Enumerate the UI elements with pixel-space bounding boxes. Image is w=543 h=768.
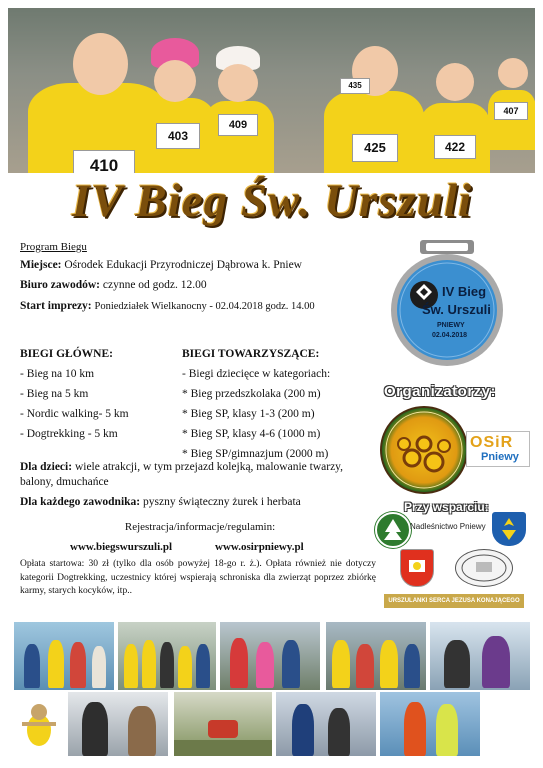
side-runs-intro: - Biegi dziecięce w kategoriach:	[182, 368, 331, 380]
event-photo	[174, 692, 272, 756]
medal-line3: PNIEWY	[437, 322, 465, 329]
osir-logo-text: OSiR	[470, 434, 514, 451]
start-value: Poniedziałek Wielkanocny - 02.04.2018 godz. 14.00	[94, 301, 315, 312]
place-label: Miejsce:	[20, 259, 62, 271]
sunflower-association-logo	[380, 406, 468, 494]
coat-of-arms-icon	[492, 512, 526, 546]
organizers-label: Organizatorzy:	[384, 383, 497, 400]
medal-line2: Św. Urszuli	[422, 302, 491, 317]
event-title	[22, 174, 522, 230]
event-photo	[326, 622, 426, 690]
main-run-item: - Nordic walking- 5 km	[20, 408, 129, 420]
main-runs	[20, 344, 180, 444]
osir-logo-subtext: Pniewy	[481, 451, 519, 463]
event-photo	[276, 692, 376, 756]
bib-number: 425	[352, 134, 398, 162]
stamp-logo	[455, 549, 513, 587]
event-photo	[68, 692, 168, 756]
office-value: czynne od godz. 12.00	[102, 279, 207, 291]
support-label: Przy wsparciu:	[404, 500, 489, 514]
everyone-label: Dla każdego zawodnika:	[20, 496, 141, 508]
side-run-item: * Bieg SP, klasy 4-6 (1000 m)	[182, 428, 321, 440]
place-value: Ośrodek Edukacji Przyrodniczej Dąbrowa k. Pniew	[64, 259, 302, 271]
place-line	[20, 258, 370, 273]
office-label: Biuro zawodów:	[20, 279, 100, 291]
side-runs-heading: BIEGI TOWARZYSZĄCE:	[182, 348, 320, 360]
runner-child	[488, 50, 535, 150]
main-runs-heading: BIEGI GŁÓWNE:	[20, 348, 113, 360]
event-photo	[220, 622, 320, 690]
side-runs	[182, 344, 382, 464]
osir-pniewy-logo	[466, 431, 530, 467]
bib-number: 422	[434, 135, 476, 159]
side-run-item: * Bieg SP, klasy 1-3 (200 m)	[182, 408, 315, 420]
side-run-item: * Bieg SP/gimnazjum (2000 m)	[182, 448, 329, 460]
bib-number: 435	[340, 78, 370, 94]
runner-child	[420, 53, 490, 173]
medal-graphic	[372, 240, 522, 368]
medal-line4: 02.04.2018	[432, 332, 468, 339]
runner-child	[204, 46, 274, 173]
runner-child	[336, 48, 376, 108]
main-run-item: - Bieg na 5 km	[20, 388, 89, 400]
start-line	[20, 299, 375, 314]
mascot-icon	[14, 696, 64, 752]
start-label: Start imprezy:	[20, 300, 92, 312]
fee-note: Opłata startowa: 30 zł (tylko dla osób powyżej 18-go r. ż.). Opłata również nie dotyczy kategorii Dogtrekking, uczestnicy której wspierają schroniska dla zwierząt poprzez zbiórkę karmy, starych kocyków, itp..	[20, 559, 376, 596]
event-photo	[118, 622, 216, 690]
medal-line1: IV Bieg	[442, 284, 487, 299]
website-link-biegswurszuli[interactable]: www.biegswurszuli.pl	[70, 541, 173, 553]
kids-value: wiele atrakcji, w tym przejazd kolejką, malowanie twarzy, balony, dmuchańce	[20, 461, 344, 488]
event-photo	[430, 622, 530, 690]
event-title-text: IV Bieg Św. Urszuli	[71, 175, 473, 227]
lasy-panstwowe-icon	[375, 512, 411, 548]
event-photo	[380, 692, 480, 756]
bib-number: 409	[218, 114, 258, 136]
bib-number: 407	[494, 102, 528, 120]
side-run-item: * Bieg przedszkolaka (200 m)	[182, 388, 321, 400]
urszulanki-banner: URSZULANKI SERCA JEZUSA KONAJĄCEGO	[384, 594, 524, 608]
main-run-item: - Dogtrekking - 5 km	[20, 428, 118, 440]
coat-of-arms-icon	[400, 549, 434, 587]
main-run-item: - Bieg na 10 km	[20, 368, 95, 380]
hero-photo	[8, 8, 535, 173]
nadlesnictwo-label: Nadleśnictwo Pniewy	[410, 522, 486, 531]
program-label: Program Biegu	[20, 241, 87, 253]
everyone-value: pyszny świąteczny żurek i herbata	[143, 496, 301, 508]
bib-number: 410	[73, 150, 135, 173]
office-line	[20, 278, 370, 293]
kids-line	[20, 460, 360, 490]
registration-label: Rejestracja/informacje/regulamin:	[124, 521, 276, 533]
bib-number: 403	[156, 123, 200, 149]
everyone-line	[20, 495, 370, 510]
kids-label: Dla dzieci:	[20, 461, 73, 473]
event-photo	[14, 622, 114, 690]
website-link-osirpniewy[interactable]: www.osirpniewy.pl	[215, 541, 304, 553]
